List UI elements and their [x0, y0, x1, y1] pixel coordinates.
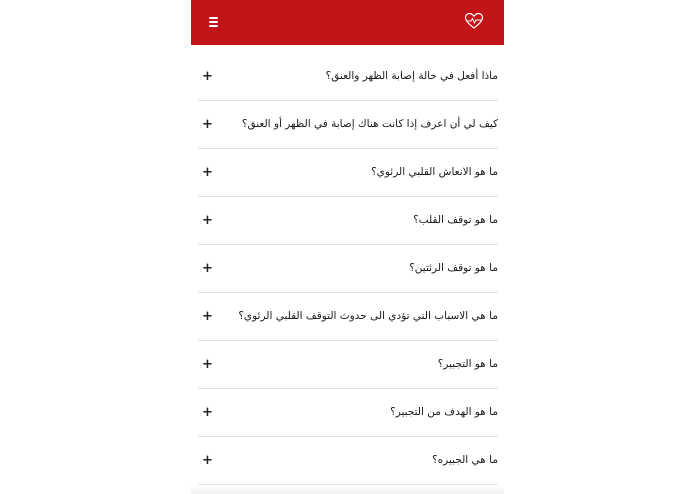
app-screen: [191, 0, 504, 494]
heart-logo-icon: [464, 12, 484, 30]
menu-line: [209, 21, 218, 23]
faq-list: [198, 53, 498, 485]
expand-plus-icon[interactable]: +: [202, 117, 213, 132]
expand-plus-icon[interactable]: +: [202, 453, 213, 468]
faq-question: ما هي الاسباب التي تؤدي الى حدوث التوقف القلبي الرئوي؟: [238, 310, 498, 322]
faq-item[interactable]: [198, 437, 498, 485]
faq-question: كيف لي أن اعرف إذا كانت هناك إصابة في الظهر أو العنق؟: [241, 118, 498, 130]
faq-question: ما هو الانعاش القلبي الرئوي؟: [371, 166, 498, 178]
faq-question: ما هو توقف الرئتين؟: [409, 262, 498, 274]
faq-item[interactable]: [198, 101, 498, 149]
faq-question: ماذا أفعل في حالة إصابة الظهر والعنق؟: [325, 70, 498, 82]
app-header: [191, 0, 504, 45]
faq-item[interactable]: [198, 53, 498, 101]
faq-item[interactable]: [198, 245, 498, 293]
hamburger-menu-icon[interactable]: [205, 14, 223, 30]
expand-plus-icon[interactable]: +: [202, 165, 213, 180]
bottom-fade: [191, 486, 504, 494]
faq-question: ما هو التجبير؟: [437, 358, 498, 370]
faq-item[interactable]: [198, 197, 498, 245]
faq-item[interactable]: [198, 149, 498, 197]
expand-plus-icon[interactable]: +: [202, 69, 213, 84]
expand-plus-icon[interactable]: +: [202, 357, 213, 372]
faq-item[interactable]: [198, 389, 498, 437]
faq-question: ما هو الهدف من التجبير؟: [390, 406, 498, 418]
menu-line: [209, 25, 218, 27]
menu-line: [209, 17, 218, 19]
faq-item[interactable]: [198, 341, 498, 389]
faq-question: ما هي الجبيره؟: [432, 454, 498, 466]
faq-item[interactable]: [198, 293, 498, 341]
expand-plus-icon[interactable]: +: [202, 309, 213, 324]
expand-plus-icon[interactable]: +: [202, 405, 213, 420]
expand-plus-icon[interactable]: +: [202, 213, 213, 228]
faq-question: ما هو توقف القلب؟: [413, 214, 498, 226]
expand-plus-icon[interactable]: +: [202, 261, 213, 276]
